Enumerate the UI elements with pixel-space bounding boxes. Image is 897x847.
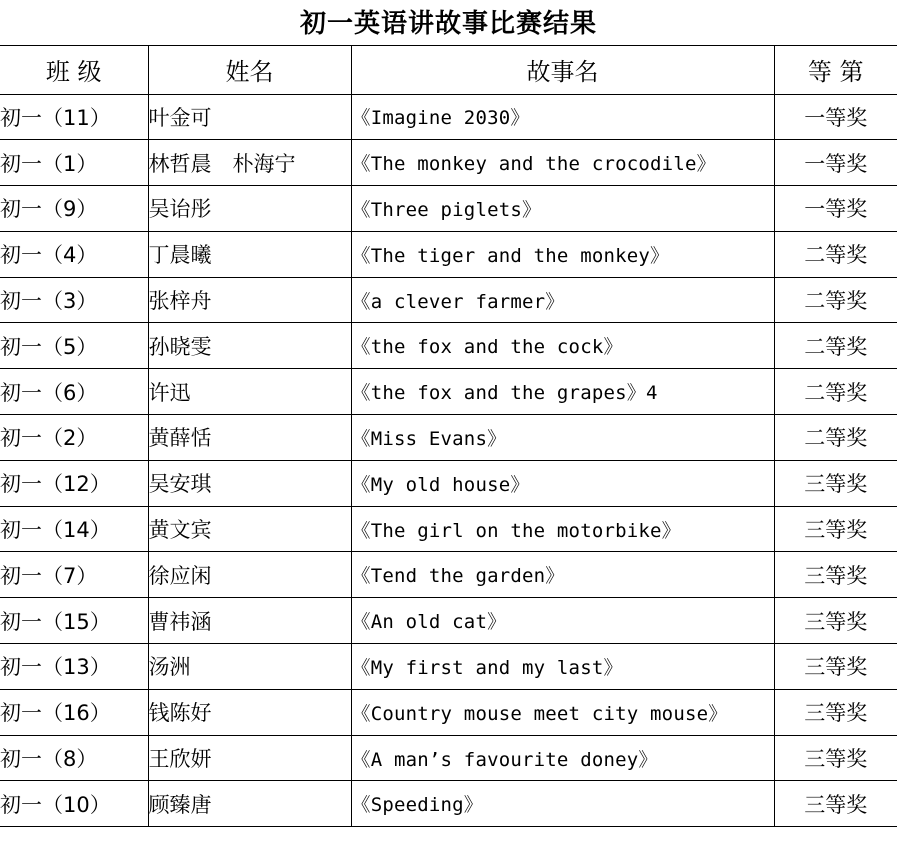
class-cell: 初一（4） — [0, 231, 148, 277]
story-cell: 《Speeding》 — [351, 781, 774, 827]
header-prize: 等 第 — [774, 46, 897, 94]
class-cell: 初一（14） — [0, 506, 148, 552]
story-cell: 《Country mouse meet city mouse》 — [351, 689, 774, 735]
class-cell: 初一（6） — [0, 369, 148, 415]
story-cell: 《Tend the garden》 — [351, 552, 774, 598]
prize-cell: 三等奖 — [774, 506, 897, 552]
story-cell: 《the fox and the grapes》4 — [351, 369, 774, 415]
name-cell: 吴安琪 — [148, 460, 351, 506]
table-row — [0, 644, 897, 690]
header-class: 班 级 — [0, 46, 148, 94]
prize-cell: 三等奖 — [774, 598, 897, 644]
table-row — [0, 460, 897, 506]
table-row — [0, 231, 897, 277]
name-cell: 顾臻唐 — [148, 781, 351, 827]
class-cell: 初一（15） — [0, 598, 148, 644]
prize-cell: 二等奖 — [774, 277, 897, 323]
name-cell: 黄文宾 — [148, 506, 351, 552]
name-cell: 徐应闲 — [148, 552, 351, 598]
prize-cell: 一等奖 — [774, 186, 897, 232]
story-cell: 《The girl on the motorbike》 — [351, 506, 774, 552]
class-cell: 初一（5） — [0, 323, 148, 369]
prize-cell: 三等奖 — [774, 644, 897, 690]
prize-cell: 一等奖 — [774, 140, 897, 186]
class-cell: 初一（13） — [0, 644, 148, 690]
story-cell: 《the fox and the cock》 — [351, 323, 774, 369]
class-cell: 初一（16） — [0, 689, 148, 735]
name-cell: 钱陈好 — [148, 689, 351, 735]
prize-cell: 三等奖 — [774, 735, 897, 781]
table-row — [0, 598, 897, 644]
table-row — [0, 506, 897, 552]
class-cell: 初一（8） — [0, 735, 148, 781]
header-row — [0, 46, 897, 94]
prize-cell: 三等奖 — [774, 552, 897, 598]
name-cell: 黄薛恬 — [148, 415, 351, 461]
story-cell: 《The tiger and the monkey》 — [351, 231, 774, 277]
story-cell: 《My first and my last》 — [351, 644, 774, 690]
class-cell: 初一（2） — [0, 415, 148, 461]
table-row — [0, 277, 897, 323]
class-cell: 初一（11） — [0, 94, 148, 140]
prize-cell: 二等奖 — [774, 415, 897, 461]
prize-cell: 二等奖 — [774, 323, 897, 369]
name-cell: 张梓舟 — [148, 277, 351, 323]
table-row — [0, 552, 897, 598]
name-cell: 汤洲 — [148, 644, 351, 690]
name-cell: 许迅 — [148, 369, 351, 415]
table-row — [0, 94, 897, 140]
story-cell: 《The monkey and the crocodile》 — [351, 140, 774, 186]
name-cell: 叶金可 — [148, 94, 351, 140]
class-cell: 初一（9） — [0, 186, 148, 232]
name-cell: 孙晓雯 — [148, 323, 351, 369]
page-title: 初一英语讲故事比赛结果 — [0, 0, 897, 46]
name-cell: 曹祎涵 — [148, 598, 351, 644]
class-cell: 初一（1） — [0, 140, 148, 186]
table-row — [0, 369, 897, 415]
prize-cell: 三等奖 — [774, 781, 897, 827]
class-cell: 初一（10） — [0, 781, 148, 827]
table-row — [0, 415, 897, 461]
prize-cell: 二等奖 — [774, 369, 897, 415]
table-row — [0, 689, 897, 735]
table-row — [0, 735, 897, 781]
name-cell: 丁晨曦 — [148, 231, 351, 277]
story-cell: 《A man’s favourite doney》 — [351, 735, 774, 781]
story-cell: 《Imagine 2030》 — [351, 94, 774, 140]
prize-cell: 二等奖 — [774, 231, 897, 277]
story-cell: 《My old house》 — [351, 460, 774, 506]
class-cell: 初一（3） — [0, 277, 148, 323]
class-cell: 初一（7） — [0, 552, 148, 598]
table-row — [0, 323, 897, 369]
name-cell: 林哲晨 朴海宁 — [148, 140, 351, 186]
name-cell: 吴诒彤 — [148, 186, 351, 232]
story-cell: 《An old cat》 — [351, 598, 774, 644]
table-row — [0, 781, 897, 827]
class-cell: 初一（12） — [0, 460, 148, 506]
story-cell: 《a clever farmer》 — [351, 277, 774, 323]
prize-cell: 三等奖 — [774, 689, 897, 735]
prize-cell: 一等奖 — [774, 94, 897, 140]
table-row — [0, 140, 897, 186]
story-cell: 《Three piglets》 — [351, 186, 774, 232]
results-table — [0, 46, 897, 827]
prize-cell: 三等奖 — [774, 460, 897, 506]
story-cell: 《Miss Evans》 — [351, 415, 774, 461]
header-name: 姓名 — [148, 46, 351, 94]
table-row — [0, 186, 897, 232]
name-cell: 王欣妍 — [148, 735, 351, 781]
header-story: 故事名 — [351, 46, 774, 94]
